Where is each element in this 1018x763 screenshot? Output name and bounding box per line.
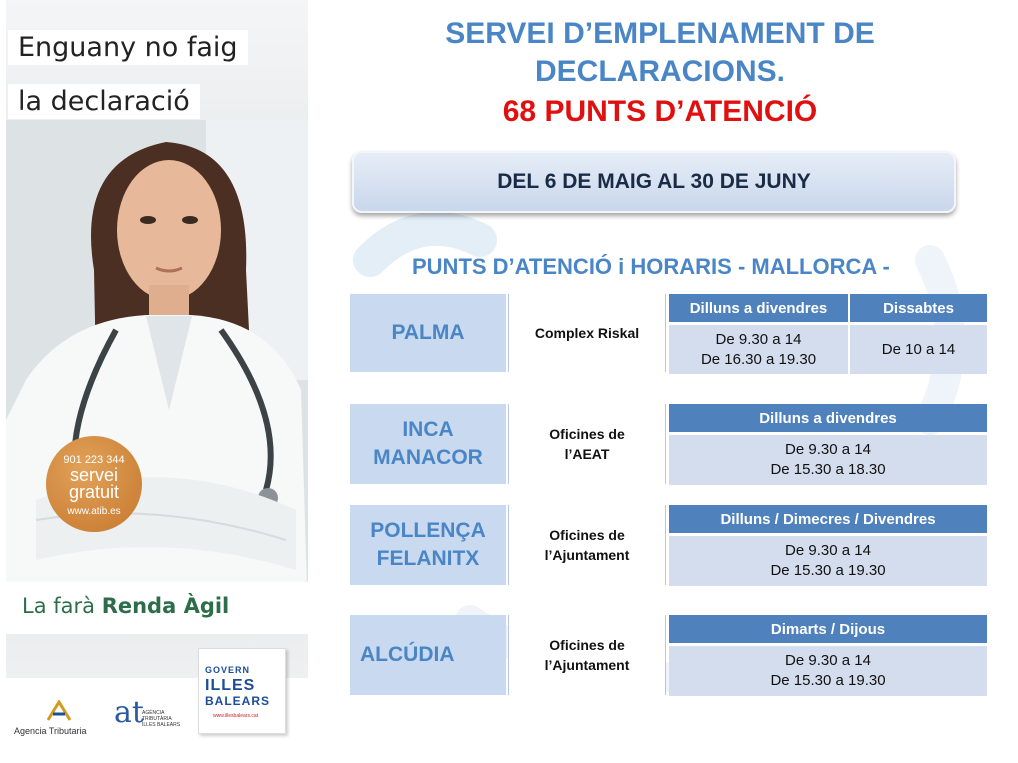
badge-line1: servei	[69, 465, 118, 485]
office-line1: Oficines de	[549, 637, 625, 653]
header-days: Dilluns / Dimecres / Divendres	[669, 505, 987, 533]
header-saturdays: Dissabtes	[850, 294, 987, 322]
office-complex-riskal	[508, 294, 666, 372]
govern-web: www.illesbalears.cat	[213, 713, 259, 719]
atib-logo	[114, 695, 184, 738]
office-line1: Oficines de	[549, 426, 625, 442]
city-name-line2: FELANITX	[376, 547, 480, 570]
city-name-line1: POLLENÇA	[370, 519, 486, 542]
doctor-photo	[6, 120, 308, 620]
city-palma	[350, 294, 506, 372]
badge-web: www.atib.es	[67, 506, 121, 517]
hours-line2: De 15.30 a 18.30	[770, 461, 886, 478]
campaign-poster	[6, 0, 308, 678]
title-line1: SERVEI D’EMPLENAMENT DE	[445, 17, 875, 50]
renda-prefix: La farà	[22, 594, 102, 618]
office-line1: Oficines de	[549, 527, 625, 543]
hours-line2: De 15.30 a 19.30	[770, 562, 886, 579]
hours-line1: De 9.30 a 14	[785, 441, 871, 458]
city-inca-manacor	[350, 404, 506, 484]
city-name-line2: MANACOR	[373, 446, 483, 469]
govern-illes-balears-logo	[198, 648, 286, 734]
govern-line1: GOVERN	[205, 665, 251, 675]
atib-logo-mark: at	[114, 695, 144, 730]
date-range-banner: DEL 6 DE MAIG AL 30 DE JUNY	[352, 151, 956, 213]
hours-line1: De 9.30 a 14	[715, 330, 802, 348]
hours-line2: De 16.30 a 19.30	[700, 350, 817, 368]
office-line2: l’Ajuntament	[544, 657, 630, 673]
govern-line3: BALEARS	[205, 694, 271, 708]
hours	[669, 435, 987, 485]
city-name: PALMA	[391, 321, 465, 344]
city-pollenca-felanitx	[350, 505, 506, 585]
poster-headline-line2: la declaració	[8, 84, 200, 119]
office-line2: l’Ajuntament	[544, 547, 630, 563]
free-service-badge	[46, 436, 142, 532]
points-count-title: 68 PUNTS D’ATENCIÓ	[502, 95, 818, 128]
saturday-hours: De 10 a 14	[850, 325, 987, 374]
agencia-tributaria-logo	[14, 700, 104, 740]
city-name-line1: INCA	[402, 418, 454, 441]
hours	[669, 646, 987, 696]
office-line2: l’AEAT	[564, 446, 610, 462]
badge-line2: gratuit	[68, 482, 120, 502]
hours-line1: De 9.30 a 14	[785, 542, 871, 559]
office-aeat	[508, 404, 666, 484]
aeat-emblem-icon	[44, 700, 74, 722]
office-ajuntament	[508, 615, 666, 695]
office-ajuntament	[508, 505, 666, 585]
header-days: Dimarts / Dijous	[669, 615, 987, 643]
aeat-logo-text: Agencia Tributaria	[14, 726, 87, 736]
city-name: ALCÚDIA	[360, 643, 455, 666]
office-name: Complex Riskal	[534, 325, 640, 341]
page-title	[390, 15, 930, 91]
title-line2: DECLARACIONS.	[534, 55, 785, 88]
atib-logo-text: AGÈNCIA TRIBUTÀRIA ILLES BALEARS	[142, 710, 181, 728]
section-title: PUNTS D’ATENCIÓ i HORARIS - MALLORCA -	[412, 254, 890, 279]
renda-name: Renda Àgil	[101, 594, 230, 618]
header-days: Dilluns a divendres	[669, 404, 987, 432]
weekday-hours	[669, 325, 848, 374]
hours	[669, 536, 987, 586]
hours-line2: De 15.30 a 19.30	[770, 672, 886, 689]
govern-line2: ILLES	[205, 677, 256, 694]
badge-phone: 901 223 344	[63, 454, 125, 466]
hours-line1: De 9.30 a 14	[785, 652, 871, 669]
header-weekdays: Dilluns a divendres	[669, 294, 848, 322]
city-alcudia	[350, 615, 506, 695]
poster-headline-line1: Enguany no faig	[8, 30, 248, 65]
renda-agil-slogan	[6, 582, 308, 634]
